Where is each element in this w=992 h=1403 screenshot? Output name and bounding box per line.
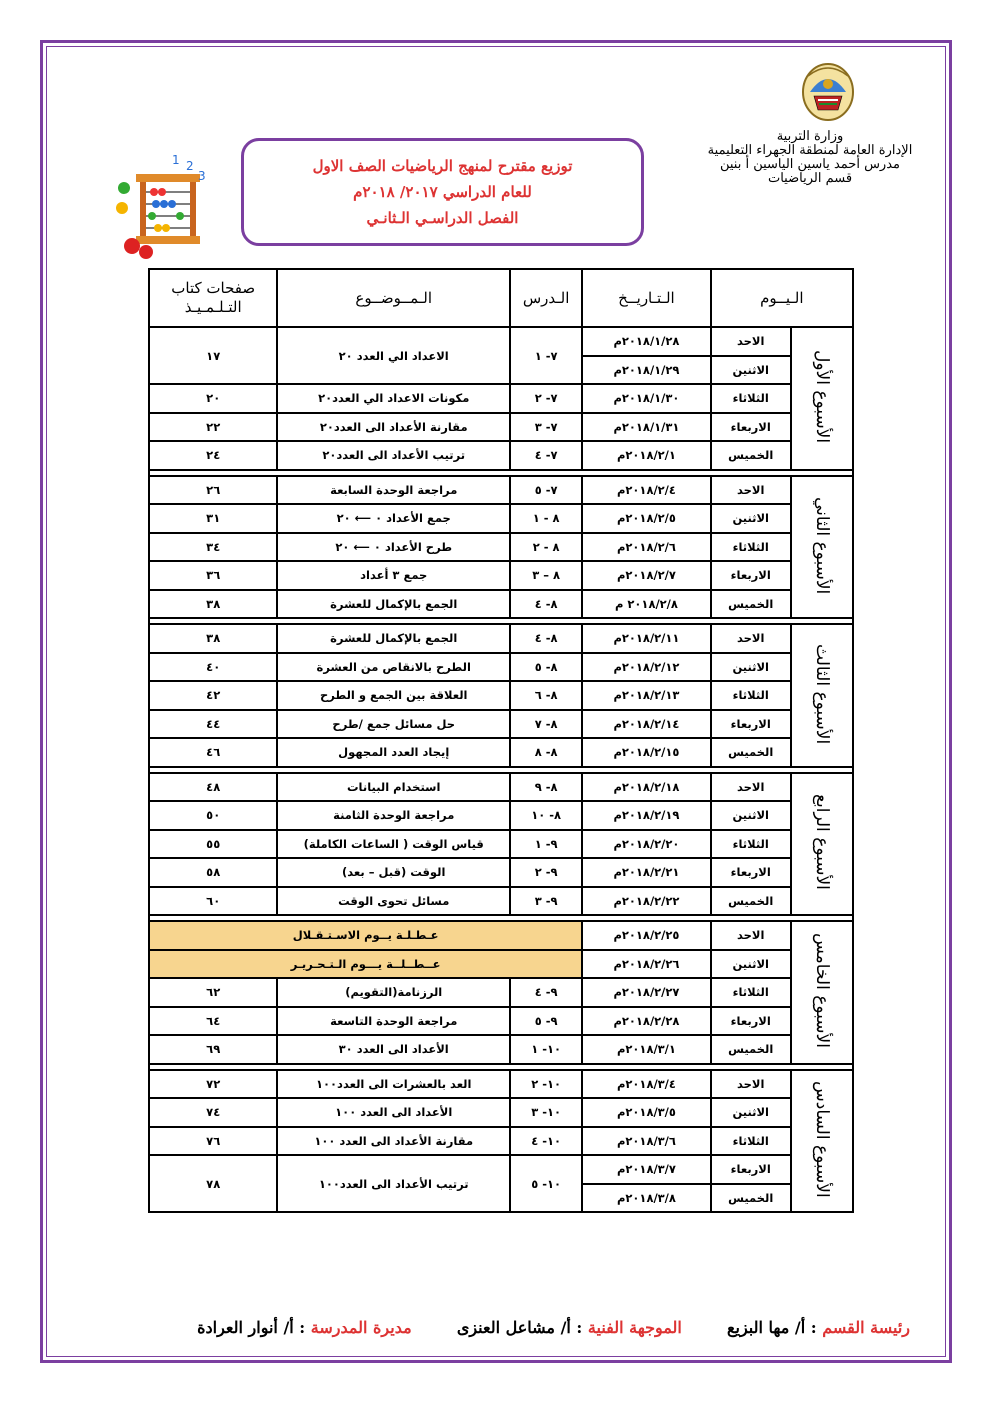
table-row — [149, 1035, 853, 1064]
date-cell: ٢٠١٨/٢/٦م — [582, 533, 710, 562]
date-cell: ٢٠١٨/٣/٨م — [582, 1184, 710, 1213]
pages-cell: ٤٤ — [149, 710, 277, 739]
date-cell: ٢٠١٨/٢/٨ م — [582, 590, 710, 619]
day-cell: الاربعاء — [711, 413, 791, 442]
topic-cell: مكونات الاعداد الي العدد٢٠ — [277, 384, 510, 413]
day-cell: الثلاثاء — [711, 830, 791, 859]
svg-text:3: 3 — [198, 169, 206, 183]
topic-cell: العلاقة بين الجمع و الطرح — [277, 681, 510, 710]
topic-cell: الجمع بالإكمال للعشرة — [277, 590, 510, 619]
holiday-cell: عــطــلــة يـــوم الـتـحـريـر — [149, 950, 582, 979]
day-cell: الثلاثاء — [711, 384, 791, 413]
lesson-cell: ٩- ٥ — [510, 1007, 582, 1036]
table-row — [149, 710, 853, 739]
week-label: الأسبوع الأول — [811, 350, 832, 444]
table-row — [149, 801, 853, 830]
day-cell: الاثنين — [711, 356, 791, 385]
supervisor-role: الموجهة الفنية — [587, 1318, 682, 1337]
date-cell: ٢٠١٨/٢/١٢م — [582, 653, 710, 682]
day-cell: الاحد — [711, 1070, 791, 1099]
pages-cell: ٢٦ — [149, 476, 277, 505]
topic-cell: مراجعة الوحدة الثامنة — [277, 801, 510, 830]
signatures-footer — [90, 1318, 910, 1337]
title-line: توزيع مقترح لمنهج الرياضيات الصف الاول — [312, 157, 573, 175]
pages-cell: ١٧ — [149, 327, 277, 384]
week-label-cell — [791, 921, 853, 1064]
date-cell: ٢٠١٨/١/٣٠م — [582, 384, 710, 413]
table-row — [149, 681, 853, 710]
date-cell: ٢٠١٨/٣/٧م — [582, 1155, 710, 1184]
day-cell: الاحد — [711, 476, 791, 505]
holiday-cell: عـطـلـة يــوم الاسـتـقـلال — [149, 921, 582, 950]
day-cell: الثلاثاء — [711, 978, 791, 1007]
week-label-cell — [791, 773, 853, 916]
table-row — [149, 413, 853, 442]
topic-cell: الأعداد الى العدد ١٠٠ — [277, 1098, 510, 1127]
table-row — [149, 624, 853, 653]
topic-cell: جمع ٣ أعداد — [277, 561, 510, 590]
pages-cell: ٧٤ — [149, 1098, 277, 1127]
table-row — [149, 1007, 853, 1036]
pages-cell: ٥٨ — [149, 858, 277, 887]
pages-cell: ٣١ — [149, 504, 277, 533]
lesson-cell: ٨ - ٢ — [510, 533, 582, 562]
table-row — [149, 441, 853, 470]
lesson-cell: ٨- ٤ — [510, 590, 582, 619]
lesson-cell: ١٠- ٤ — [510, 1127, 582, 1156]
table-row — [149, 561, 853, 590]
week-label-cell — [791, 476, 853, 619]
topic-cell: العد بالعشرات الى العدد١٠٠ — [277, 1070, 510, 1099]
day-cell: الخميس — [711, 441, 791, 470]
table-row — [149, 858, 853, 887]
date-cell: ٢٠١٨/٢/٢٠م — [582, 830, 710, 859]
day-cell: الاحد — [711, 921, 791, 950]
title-line: الفصل الدراسـي الـثانـي — [366, 209, 519, 227]
topic-cell: مسائل تحوى الوقت — [277, 887, 510, 916]
title-line: للعام الدراسي ٢٠١٧/ ٢٠١٨م — [353, 183, 532, 201]
lesson-cell: ٨ - ١ — [510, 504, 582, 533]
header-day: الـيــوم — [711, 269, 853, 327]
holiday-row — [149, 921, 853, 950]
date-cell: ٢٠١٨/٢/١٥م — [582, 738, 710, 767]
principal-name: : أ/ أنوار العرادة — [197, 1318, 306, 1337]
topic-cell: مراجعة الوحدة السابعة — [277, 476, 510, 505]
lesson-cell: ٩- ١ — [510, 830, 582, 859]
pages-cell: ٥٥ — [149, 830, 277, 859]
lesson-cell: ٧- ٣ — [510, 413, 582, 442]
week-label: الأسبوع الثاني — [811, 496, 832, 594]
topic-cell: حل مسائل جمع /طرح — [277, 710, 510, 739]
document-title — [241, 138, 644, 246]
head-role: رئيسة القسم — [822, 1318, 910, 1337]
topic-cell: مقارنة الأعداد الى العدد٢٠ — [277, 413, 510, 442]
week-label-cell — [791, 327, 853, 470]
table-row — [149, 1070, 853, 1099]
day-cell: الثلاثاء — [711, 533, 791, 562]
ministry-line: الإدارة العامة لمنطقة الجهراء التعليمية — [707, 143, 913, 158]
lesson-cell: ٨- ٤ — [510, 624, 582, 653]
table-row — [149, 504, 853, 533]
day-cell: الثلاثاء — [711, 681, 791, 710]
table-row — [149, 773, 853, 802]
date-cell: ٢٠١٨/٢/٥م — [582, 504, 710, 533]
svg-text:1: 1 — [172, 153, 180, 167]
date-cell: ٢٠١٨/٢/١٤م — [582, 710, 710, 739]
lesson-cell: ٩- ٣ — [510, 887, 582, 916]
topic-cell: الأعداد الى العدد ٣٠ — [277, 1035, 510, 1064]
date-cell: ٢٠١٨/٢/١١م — [582, 624, 710, 653]
week-label: الأسبوع الثالث — [811, 643, 832, 744]
day-cell: الاثنين — [711, 504, 791, 533]
topic-cell: جمع الأعداد ٠ ⟵ ٢٠ — [277, 504, 510, 533]
lesson-cell: ٧- ١ — [510, 327, 582, 384]
topic-cell: الوقت (قبل – بعد) — [277, 858, 510, 887]
supervisor-name: : أ/ مشاعل العنزى — [456, 1318, 583, 1337]
date-cell: ٢٠١٨/١/٣١م — [582, 413, 710, 442]
table-row — [149, 738, 853, 767]
lesson-cell: ٧- ٥ — [510, 476, 582, 505]
table-header-row — [149, 269, 853, 327]
header-date: الـتـاريــخ — [582, 269, 710, 327]
ministry-line: مدرس أحمد ياسين الياسين أ بنين — [719, 157, 900, 172]
date-cell: ٢٠١٨/٢/١٨م — [582, 773, 710, 802]
lesson-cell: ٨- ١٠ — [510, 801, 582, 830]
date-cell: ٢٠١٨/٢/٢٨م — [582, 1007, 710, 1036]
topic-cell: إيجاد العدد المجهول — [277, 738, 510, 767]
lesson-cell: ١٠- ٢ — [510, 1070, 582, 1099]
day-cell: الاثنين — [711, 1098, 791, 1127]
topic-cell: ترتيب الأعداد الى العدد٢٠ — [277, 441, 510, 470]
pages-cell: ٥٠ — [149, 801, 277, 830]
day-cell: الاثنين — [711, 653, 791, 682]
date-cell: ٢٠١٨/٢/٧م — [582, 561, 710, 590]
pages-cell: ٦٩ — [149, 1035, 277, 1064]
header-lesson: الـدرس — [510, 269, 582, 327]
week-label: الأسبوع الخامس — [811, 933, 832, 1049]
date-cell: ٢٠١٨/٢/١م — [582, 441, 710, 470]
topic-cell: قياس الوقت ( الساعات الكاملة) — [277, 830, 510, 859]
topic-cell: الطرح بالانقاص من العشرة — [277, 653, 510, 682]
day-cell: الخميس — [711, 1035, 791, 1064]
pages-cell: ٧٢ — [149, 1070, 277, 1099]
day-cell: الاربعاء — [711, 858, 791, 887]
kuwait-emblem-icon — [800, 62, 856, 124]
ministry-line: وزارة التربية — [776, 129, 844, 144]
day-cell: الاحد — [711, 773, 791, 802]
topic-cell: الرزنامة(التقويم) — [277, 978, 510, 1007]
lesson-cell: ٩- ٢ — [510, 858, 582, 887]
pages-cell: ٢٢ — [149, 413, 277, 442]
day-cell: الاربعاء — [711, 710, 791, 739]
header-topic: الـمــوضــوع — [277, 269, 510, 327]
day-cell: الخميس — [711, 1184, 791, 1213]
table-row — [149, 327, 853, 356]
header-pages: صفحات كتاب التـلـمـيـذ — [149, 269, 277, 327]
pages-cell: ٤٨ — [149, 773, 277, 802]
day-cell: الاربعاء — [711, 1007, 791, 1036]
day-cell: الخميس — [711, 887, 791, 916]
table-row — [149, 384, 853, 413]
topic-cell: ترتيب الأعداد الى العدد١٠٠ — [277, 1155, 510, 1212]
head-name: : أ/ مها البزيع — [726, 1318, 817, 1337]
lesson-cell: ٨- ٩ — [510, 773, 582, 802]
lesson-cell: ٨- ٥ — [510, 653, 582, 682]
table-row — [149, 1098, 853, 1127]
day-cell: الاثنين — [711, 801, 791, 830]
lesson-cell: ٨- ٦ — [510, 681, 582, 710]
date-cell: ٢٠١٨/٢/٢٦م — [582, 950, 710, 979]
table-row — [149, 1127, 853, 1156]
date-cell: ٢٠١٨/٢/١٣م — [582, 681, 710, 710]
date-cell: ٢٠١٨/٢/٤م — [582, 476, 710, 505]
date-cell: ٢٠١٨/١/٢٩م — [582, 356, 710, 385]
svg-text:2: 2 — [186, 159, 194, 173]
ministry-header — [690, 130, 930, 186]
day-cell: الاحد — [711, 624, 791, 653]
date-cell: ٢٠١٨/٣/١م — [582, 1035, 710, 1064]
ministry-line: قسم الرياضيات — [767, 171, 853, 186]
week-label: الأسبوع الرابع — [811, 794, 832, 891]
lesson-cell: ٩- ٤ — [510, 978, 582, 1007]
topic-cell: استخدام البيانات — [277, 773, 510, 802]
date-cell: ٢٠١٨/١/٢٨م — [582, 327, 710, 356]
day-cell: الثلاثاء — [711, 1127, 791, 1156]
lesson-cell: ٧- ٤ — [510, 441, 582, 470]
abacus-icon — [110, 150, 210, 260]
lesson-cell: ١٠- ٣ — [510, 1098, 582, 1127]
table-row — [149, 978, 853, 1007]
day-cell: الخميس — [711, 590, 791, 619]
date-cell: ٢٠١٨/٣/٦م — [582, 1127, 710, 1156]
date-cell: ٢٠١٨/٢/٢٢م — [582, 887, 710, 916]
table-row — [149, 653, 853, 682]
pages-cell: ٤٠ — [149, 653, 277, 682]
lesson-cell: ٨- ٧ — [510, 710, 582, 739]
pages-cell: ٧٨ — [149, 1155, 277, 1212]
pages-cell: ٣٦ — [149, 561, 277, 590]
week-label-cell — [791, 624, 853, 767]
pages-cell: ٦٢ — [149, 978, 277, 1007]
schedule-table — [148, 268, 854, 1213]
table-row — [149, 590, 853, 619]
pages-cell: ٢٤ — [149, 441, 277, 470]
table-row — [149, 476, 853, 505]
date-cell: ٢٠١٨/٢/٢١م — [582, 858, 710, 887]
pages-cell: ٧٦ — [149, 1127, 277, 1156]
table-row — [149, 887, 853, 916]
day-cell: الاثنين — [711, 950, 791, 979]
pages-cell: ٣٨ — [149, 590, 277, 619]
day-cell: الاربعاء — [711, 561, 791, 590]
lesson-cell: ٨ – ٣ — [510, 561, 582, 590]
date-cell: ٢٠١٨/٢/١٩م — [582, 801, 710, 830]
table-row — [149, 1155, 853, 1184]
day-cell: الخميس — [711, 738, 791, 767]
pages-cell: ٦٠ — [149, 887, 277, 916]
day-cell: الاحد — [711, 327, 791, 356]
pages-cell: ٣٨ — [149, 624, 277, 653]
topic-cell: الجمع بالإكمال للعشرة — [277, 624, 510, 653]
topic-cell: مراجعة الوحدة التاسعة — [277, 1007, 510, 1036]
week-label-cell — [791, 1070, 853, 1213]
pages-cell: ٦٤ — [149, 1007, 277, 1036]
lesson-cell: ١٠- ١ — [510, 1035, 582, 1064]
date-cell: ٢٠١٨/٢/٢٧م — [582, 978, 710, 1007]
table-row — [149, 830, 853, 859]
table-row — [149, 533, 853, 562]
lesson-cell: ٧- ٢ — [510, 384, 582, 413]
pages-cell: ٢٠ — [149, 384, 277, 413]
lesson-cell: ٨- ٨ — [510, 738, 582, 767]
day-cell: الاربعاء — [711, 1155, 791, 1184]
holiday-row — [149, 950, 853, 979]
date-cell: ٢٠١٨/٢/٢٥م — [582, 921, 710, 950]
topic-cell: الاعداد الي العدد ٢٠ — [277, 327, 510, 384]
date-cell: ٢٠١٨/٣/٤م — [582, 1070, 710, 1099]
week-label: الأسبوع السادس — [811, 1080, 832, 1198]
lesson-cell: ١٠- ٥ — [510, 1155, 582, 1212]
topic-cell: مقارنة الأعداد الى العدد ١٠٠ — [277, 1127, 510, 1156]
pages-cell: ٤٦ — [149, 738, 277, 767]
principal-role: مديرة المدرسة — [310, 1318, 412, 1337]
date-cell: ٢٠١٨/٣/٥م — [582, 1098, 710, 1127]
pages-cell: ٣٤ — [149, 533, 277, 562]
topic-cell: طرح الأعداد ٠ ⟵ ٢٠ — [277, 533, 510, 562]
pages-cell: ٤٢ — [149, 681, 277, 710]
